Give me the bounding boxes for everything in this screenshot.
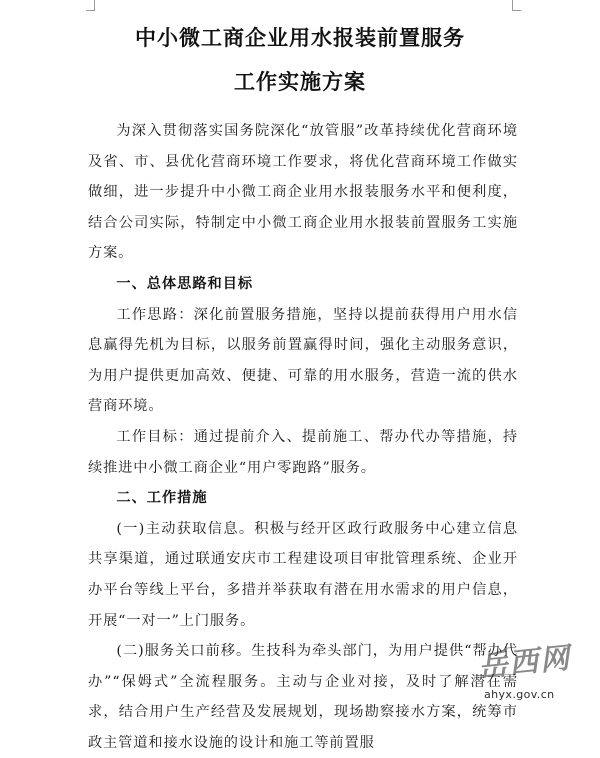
section2-paragraph-service: (二)服务关口前移。生技科为牵头部门，为用户提供“帮办代办”“保姆式”全流程服务。主动与企业对接，及时了解潜在需求，结合用户生产经营及发展规划，现场勘察接水方案，统筹市政主管道和接水设施的设计和施工等前置服 [88,643,518,751]
watermark-logo: 岳西网 [476,640,573,684]
watermark-url: ahyx.gov.cn [484,688,555,701]
page-corner-mark-left [86,0,95,11]
section2-heading: 二、工作措施 [116,490,208,507]
document-title-line1: 中小微工商企业用水报装前置服务 [135,26,465,50]
section2-paragraph-info: (一)主动获取信息。积极与经开区政行政服务中心建立信息共享渠道，通过联通安庆市工程建设项目审批管理系统、企业开办平台等线上平台，多措并举获取有潜在用水需求的用户信息，开展“一对一”上门服务。 [88,520,518,629]
page-corner-mark-right [512,0,521,11]
section1-paragraph-approach: 工作思路：深化前置服务措施，坚持以提前获得用户用水信息赢得先机为目标，以服务前置赢得时间，强化主动服务意识，为用户提供更加高效、便捷、可靠的用水服务，营造一流的供水营商环境。 [88,306,518,415]
site-watermark [472,640,594,714]
document-body [88,116,518,758]
section1-heading: 一、总体思路和目标 [116,275,254,292]
intro-paragraph: 为深入贯彻落实国务院深化“放管服”改革持续优化营商环境及省、市、县优化营商环境工作要求，将优化营商环境工作做实做细，进一步提升中小微工商企业用水报装服务水平和便利度，结合公司实际，特制定中小微工商企业用水报装前置服务工实施方案。 [88,123,518,262]
section1-paragraph-goal: 工作目标：通过提前介入、提前施工、帮办代办等措施，持续推进中小微工商企业“用户零跑路”服务。 [88,428,518,476]
document-title-line2: 工作实施方案 [234,70,366,94]
